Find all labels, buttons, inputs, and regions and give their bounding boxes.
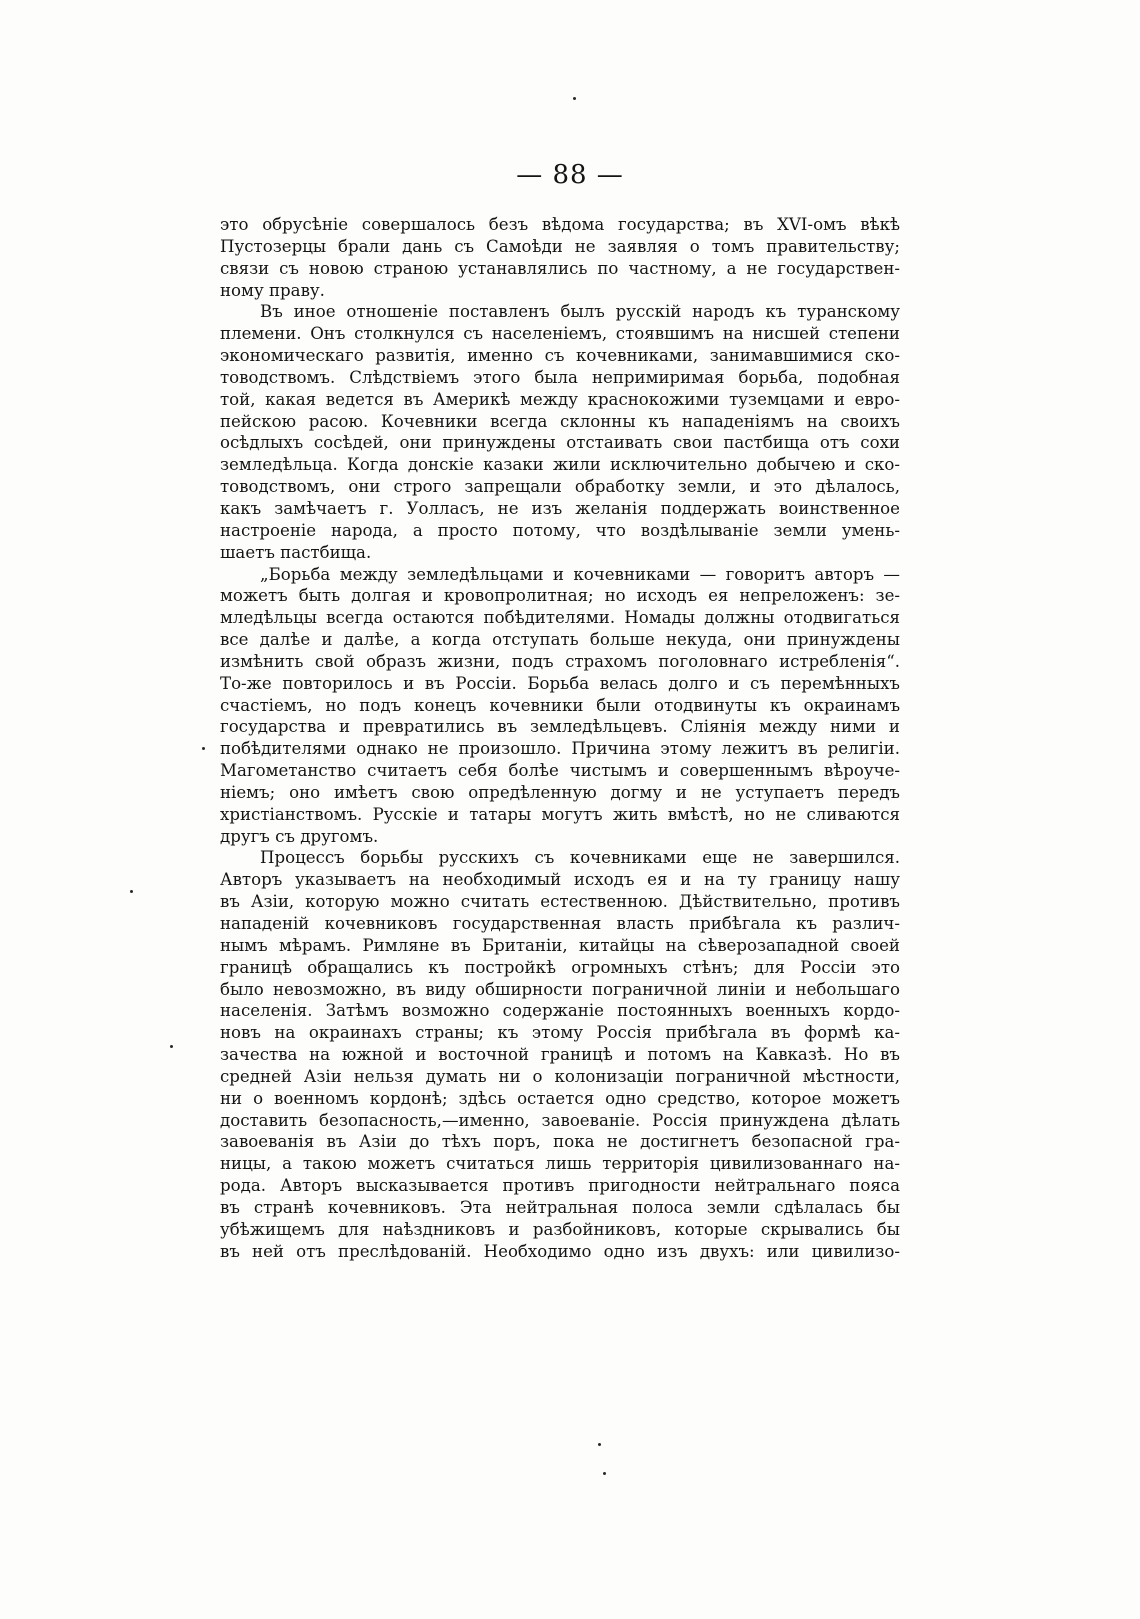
text-line: То-же повторилось и въ Россіи. Борьба велась долго и съ перемѣнныхъ — [220, 673, 900, 693]
text-line: какъ замѣчаетъ г. Уолласъ, не изъ желанія поддержать воинственное — [220, 498, 900, 518]
print-speck — [603, 1472, 606, 1475]
text-line: побѣдителями однако не произошло. Причина этому лежитъ въ религіи. — [220, 739, 900, 759]
text-line: новъ на окраинахъ страны; къ этому Россія прибѣгала въ формѣ ка- — [220, 1023, 900, 1043]
text-line: было невозможно, въ виду обширности пограничной линіи и небольшаго — [220, 979, 900, 999]
text-line: связи съ новою страною устанавлялись по частному, а не государствен- — [220, 258, 900, 278]
text-line: въ ней отъ преслѣдованій. Необходимо одно изъ двухъ: или цивилизо- — [220, 1241, 900, 1261]
body-text — [220, 214, 900, 1263]
print-speck — [202, 747, 205, 750]
text-line: ницы, а такою можетъ считаться лишь территорія цивилизованнаго на- — [220, 1154, 900, 1174]
text-line: нападеній кочевниковъ государственная власть прибѣгала къ различ- — [220, 914, 900, 933]
text-line: Процессъ борьбы русскихъ съ кочевниками еще не завершился. — [260, 848, 900, 868]
text-line: нымъ мѣрамъ. Римляне въ Британіи, китайцы на сѣверозападной своей — [220, 935, 900, 955]
text-line: государства и превратились въ земледѣльцевъ. Сліянія между ними и — [220, 717, 900, 737]
text-line: ни о военномъ кордонѣ; здѣсь остается одно средство, которое можетъ — [220, 1088, 900, 1108]
text-line: племени. Онъ столкнулся съ населеніемъ, стоявшимъ на нисшей степени — [220, 324, 900, 344]
text-line: шаетъ пастбища. — [220, 542, 372, 562]
text-line: мледѣльцы всегда остаются побѣдителями. Номады должны отодвигаться — [220, 608, 900, 628]
text-line: измѣнить свой образъ жизни, подъ страхомъ поголовнаго истребленія“. — [220, 651, 900, 671]
text-line: другъ съ другомъ. — [220, 826, 379, 846]
text-line: осѣдлыхъ сосѣдей, они принуждены отстаивать свои пастбища отъ сохи — [220, 433, 900, 453]
text-line: „Борьба между земледѣльцами и кочевниками — говоритъ авторъ — — [260, 564, 900, 584]
text-line: средней Азіи нельзя думать ни о колонизаціи пограничной мѣстности, — [220, 1066, 900, 1086]
text-line: въ странѣ кочевниковъ. Эта нейтральная полоса земли сдѣлалась бы — [220, 1197, 900, 1217]
text-line: христіанствомъ. Русскіе и татары могутъ жить вмѣстѣ, но не сливаются — [220, 804, 900, 824]
text-line: въ Азіи, которую можно считать естественною. Дѣйствительно, противъ — [220, 892, 900, 912]
text-line: завоеванія въ Азіи до тѣхъ поръ, пока не достигнетъ безопасной гра- — [220, 1132, 900, 1152]
text-line: товодствомъ. Слѣдствіемъ этого была непримиримая борьба, подобная — [220, 367, 900, 387]
text-line: Въ иное отношеніе поставленъ былъ русскій народъ къ туранскому — [260, 302, 900, 322]
text-line: ному праву. — [220, 280, 325, 300]
text-line: настроеніе народа, а просто потому, что воздѣлываніе земли умень- — [220, 520, 900, 540]
text-line: счастіемъ, но подъ конецъ кочевники были отодвинуты къ окраинамъ — [220, 695, 900, 715]
text-line: Авторъ указываетъ на необходимый исходъ ея и на ту границу нашу — [220, 870, 900, 890]
text-line: пейскою расою. Кочевники всегда склонны къ нападеніямъ на своихъ — [220, 411, 900, 431]
print-speck — [598, 1443, 601, 1446]
print-speck — [573, 97, 576, 100]
print-speck — [130, 890, 133, 893]
print-speck — [170, 1045, 173, 1048]
text-line: это обрусѣніе совершалось безъ вѣдома государства; въ XVI-омъ вѣкѣ — [220, 215, 900, 234]
text-line: убѣжищемъ для наѣздниковъ и разбойниковъ, которые скрывались бы — [220, 1219, 900, 1239]
text-line: той, какая ведется въ Америкѣ между краснокожими туземцами и евро- — [220, 389, 900, 409]
text-line: земледѣльца. Когда донскіе казаки жили исключительно добычею и ско- — [220, 455, 900, 475]
text-line: Магометанство считаетъ себя болѣе чистымъ и совершеннымъ вѣроуче- — [220, 761, 900, 781]
text-line: зачества на южной и восточной границѣ и потомъ на Кавказѣ. Но въ — [220, 1045, 900, 1065]
text-line: рода. Авторъ высказывается противъ пригодности нейтральнаго пояса — [220, 1176, 900, 1196]
text-line: экономическаго развитія, именно съ кочевниками, занимавшимися ско- — [220, 346, 900, 366]
page-number: — 88 — — [516, 160, 624, 190]
text-line: ніемъ; оно имѣетъ свою опредѣленную догму и не уступаетъ передъ — [220, 782, 900, 802]
text-line: можетъ быть долгая и кровопролитная; но исходъ ея непреложенъ: зе- — [220, 586, 900, 606]
text-line: все далѣе и далѣе, а когда отступать больше некуда, они принуждены — [220, 630, 900, 650]
text-line: границѣ обращались къ постройкѣ огромныхъ стѣнъ; для Россіи это — [220, 957, 900, 977]
text-line: населенія. Затѣмъ возможно содержаніе постоянныхъ военныхъ кордо- — [220, 1001, 900, 1021]
text-line: Пустозерцы брали дань съ Самоѣди не заявляя о томъ правительству; — [220, 236, 900, 256]
text-line: товодствомъ, они строго запрещали обработку земли, и это дѣлалось, — [220, 477, 900, 497]
text-line: доставить безопасность,—именно, завоеваніе. Россія принуждена дѣлать — [220, 1110, 900, 1130]
